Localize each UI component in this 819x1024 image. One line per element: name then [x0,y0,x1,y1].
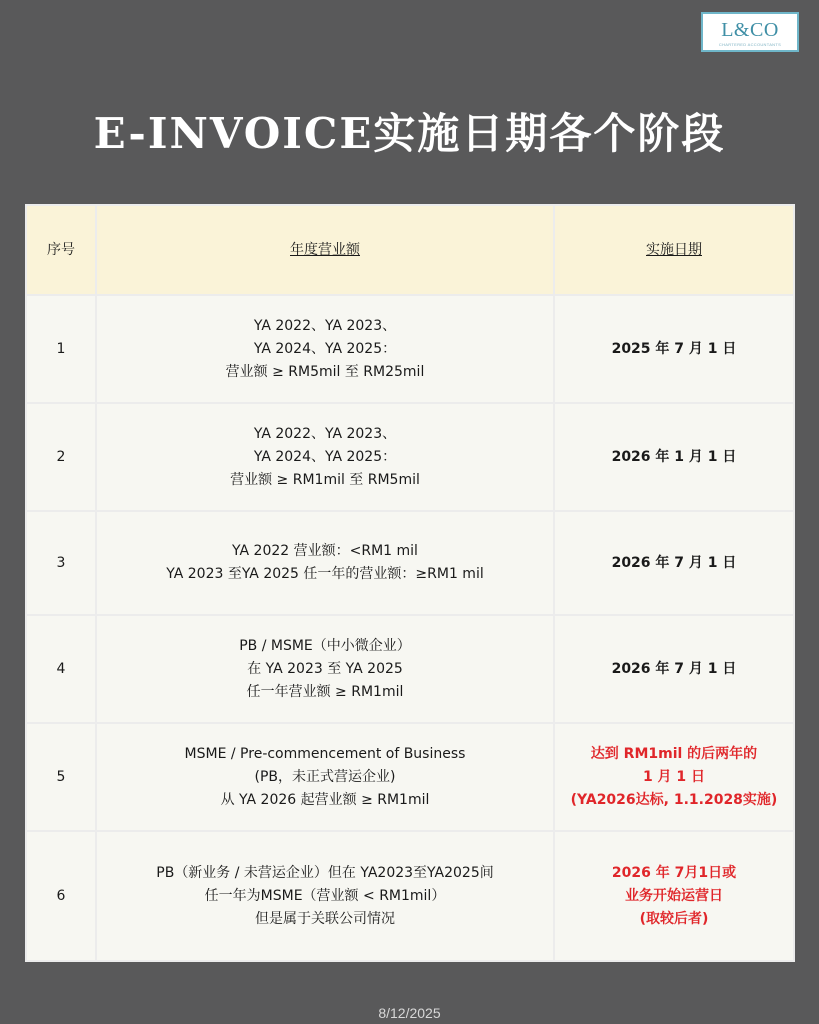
date-cell [554,615,794,723]
turnover-line: 从 YA 2026 起营业额 ≥ RM1mil [220,791,430,808]
date-line: 业务开始运营日 [625,887,723,904]
turnover-line: 任一年为MSME（营业额 < RM1mil） [204,887,446,904]
turnover-line: PB（新业务 / 未营运企业）但在 YA2023至YA2025间 [156,864,494,881]
turnover-line: (PB，未正式营运企业) [254,768,396,785]
turnover-line: 在 YA 2023 至 YA 2025 [247,660,403,677]
date-line: (取较后者) [639,910,709,927]
date-line: 达到 RM1mil 的后两年的 [590,745,758,762]
page-title: E-INVOICE实施日期各个阶段 [93,109,726,158]
row-number: 1 [26,295,96,403]
table-row [26,403,794,511]
date-line: 2026 年 7月1日或 [611,864,737,881]
table-header-row [26,205,794,295]
logo-subtitle: CHARTERED ACCOUNTANTS [718,42,782,47]
turnover-line: PB / MSME（中小微企业） [239,637,411,654]
turnover-cell [96,511,554,615]
header-no: 序号 [26,205,96,295]
date-line: 2025 年 7 月 1 日 [611,340,737,357]
turnover-line: YA 2022 营业额：<RM1 mil [232,543,418,559]
date-line: 2026 年 7 月 1 日 [611,660,737,677]
turnover-line: MSME / Pre-commencement of Business [184,745,466,762]
row-number: 2 [26,403,96,511]
implementation-table [25,204,795,962]
row-number: 5 [26,723,96,831]
turnover-line: 营业额 ≥ RM5mil 至 RM25mil [225,363,425,380]
turnover-line: YA 2022、YA 2023、 [253,425,397,442]
turnover-cell [96,295,554,403]
date-line: 2026 年 7 月 1 日 [611,554,737,571]
date-cell [554,295,794,403]
turnover-line: 营业额 ≥ RM1mil 至 RM5mil [230,471,420,488]
turnover-cell [96,831,554,961]
table-row [26,511,794,615]
turnover-cell [96,615,554,723]
footer-date: 8/12/2025 [378,1005,441,1021]
turnover-line: 但是属于关联公司情况 [255,910,395,927]
table-row [26,723,794,831]
date-line: 2026 年 1 月 1 日 [611,448,737,465]
row-number: 3 [26,511,96,615]
date-line: (YA2026达标, 1.1.2028实施) [570,791,778,808]
company-logo [701,12,799,52]
date-line: 1 月 1 日 [642,768,706,785]
header-date: 实施日期 [554,205,794,295]
date-cell [554,511,794,615]
row-number: 6 [26,831,96,961]
turnover-line: YA 2022、YA 2023、 [253,317,397,334]
turnover-line: 任一年营业额 ≥ RM1mil [246,683,404,700]
header-turnover: 年度营业额 [96,205,554,295]
date-cell [554,831,794,961]
date-cell [554,403,794,511]
turnover-line: YA 2024、YA 2025： [253,340,397,357]
turnover-cell [96,403,554,511]
table-row [26,831,794,961]
turnover-cell [96,723,554,831]
date-cell [554,723,794,831]
table-row [26,615,794,723]
turnover-line: YA 2023 至YA 2025 任一年的营业额：≥RM1 mil [166,566,484,582]
row-number: 4 [26,615,96,723]
table-row [26,295,794,403]
logo-mark: L&CO [721,19,779,41]
turnover-line: YA 2024、YA 2025： [253,448,397,465]
